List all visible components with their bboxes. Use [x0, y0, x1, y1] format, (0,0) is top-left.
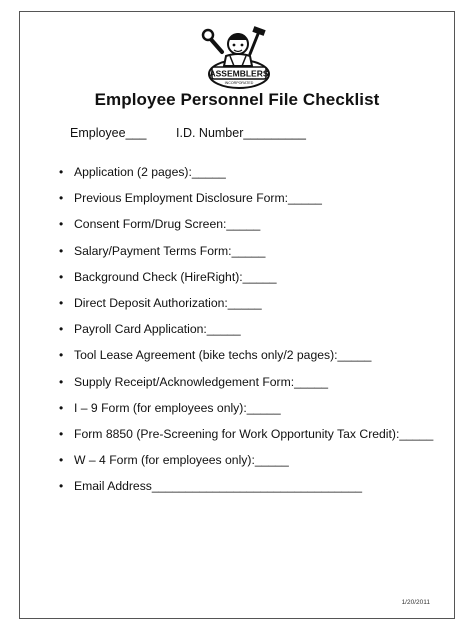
- checklist-item-label: Application (2 pages):_____: [74, 165, 226, 179]
- bullet-icon: •: [59, 243, 64, 258]
- bullet-icon: •: [59, 217, 64, 232]
- checklist-item-label: Consent Form/Drug Screen:_____: [74, 217, 261, 232]
- checklist-item: [58, 270, 433, 296]
- bullet-icon: •: [59, 400, 64, 415]
- revision-date: 1/20/2011: [401, 599, 430, 606]
- checklist-item: [58, 479, 433, 505]
- bullet-icon: •: [59, 295, 64, 310]
- document-page: [19, 11, 455, 619]
- checklist-item: [58, 191, 433, 217]
- bullet-icon: •: [59, 165, 64, 179]
- checklist-item-label: Form 8850 (Pre-Screening for Work Opportunity Tax Credit):_____: [74, 426, 434, 441]
- employee-id-line: [70, 126, 306, 140]
- bullet-icon: •: [59, 191, 64, 206]
- bullet-icon: •: [59, 269, 64, 284]
- checklist-item: [58, 348, 433, 374]
- bullet-icon: •: [59, 348, 64, 363]
- mascot-logo-icon: [200, 22, 278, 92]
- checklist-item-label: I – 9 Form (for employees only):_____: [74, 400, 281, 415]
- checklist-item: [58, 296, 433, 322]
- checklist-item: [58, 217, 433, 243]
- logo-text: ASSEMBLERS: [209, 68, 269, 79]
- checklist-item-label: Tool Lease Agreement (bike techs only/2 pages):_____: [74, 348, 372, 363]
- checklist-item: [58, 244, 433, 270]
- bullet-icon: •: [59, 322, 64, 337]
- bullet-icon: •: [59, 374, 64, 389]
- bullet-icon: •: [59, 426, 64, 441]
- checklist-item: [58, 165, 433, 191]
- bullet-icon: •: [59, 453, 64, 468]
- checklist-item-label: Payroll Card Application:_____: [74, 322, 241, 337]
- checklist-item-label: Previous Employment Disclosure Form:_____: [74, 191, 322, 206]
- logo-subtext: INCORPORATED: [224, 81, 254, 85]
- checklist-item: [58, 375, 433, 401]
- checklist-item: [58, 427, 433, 453]
- checklist-item: [58, 453, 433, 479]
- employee-field-label: Employee___: [70, 126, 147, 140]
- checklist-item: [58, 401, 433, 427]
- checklist-item-label: W – 4 Form (for employees only):_____: [74, 453, 289, 468]
- page-title: Employee Personnel File Checklist: [94, 90, 380, 109]
- checklist-item: [58, 322, 433, 348]
- checklist-item-label: Direct Deposit Authorization:_____: [74, 295, 262, 310]
- bullet-icon: •: [59, 479, 64, 494]
- checklist-item-label: Supply Receipt/Acknowledgement Form:_____: [74, 374, 329, 389]
- company-logo: [200, 22, 278, 92]
- id-number-field-label: I.D. Number_________: [176, 126, 306, 140]
- checklist: [58, 165, 433, 505]
- checklist-item-label: Salary/Payment Terms Form:_____: [74, 243, 266, 258]
- checklist-item-label: Background Check (HireRight):_____: [74, 269, 277, 284]
- checklist-item-label: Email Address_______________________________: [74, 479, 363, 494]
